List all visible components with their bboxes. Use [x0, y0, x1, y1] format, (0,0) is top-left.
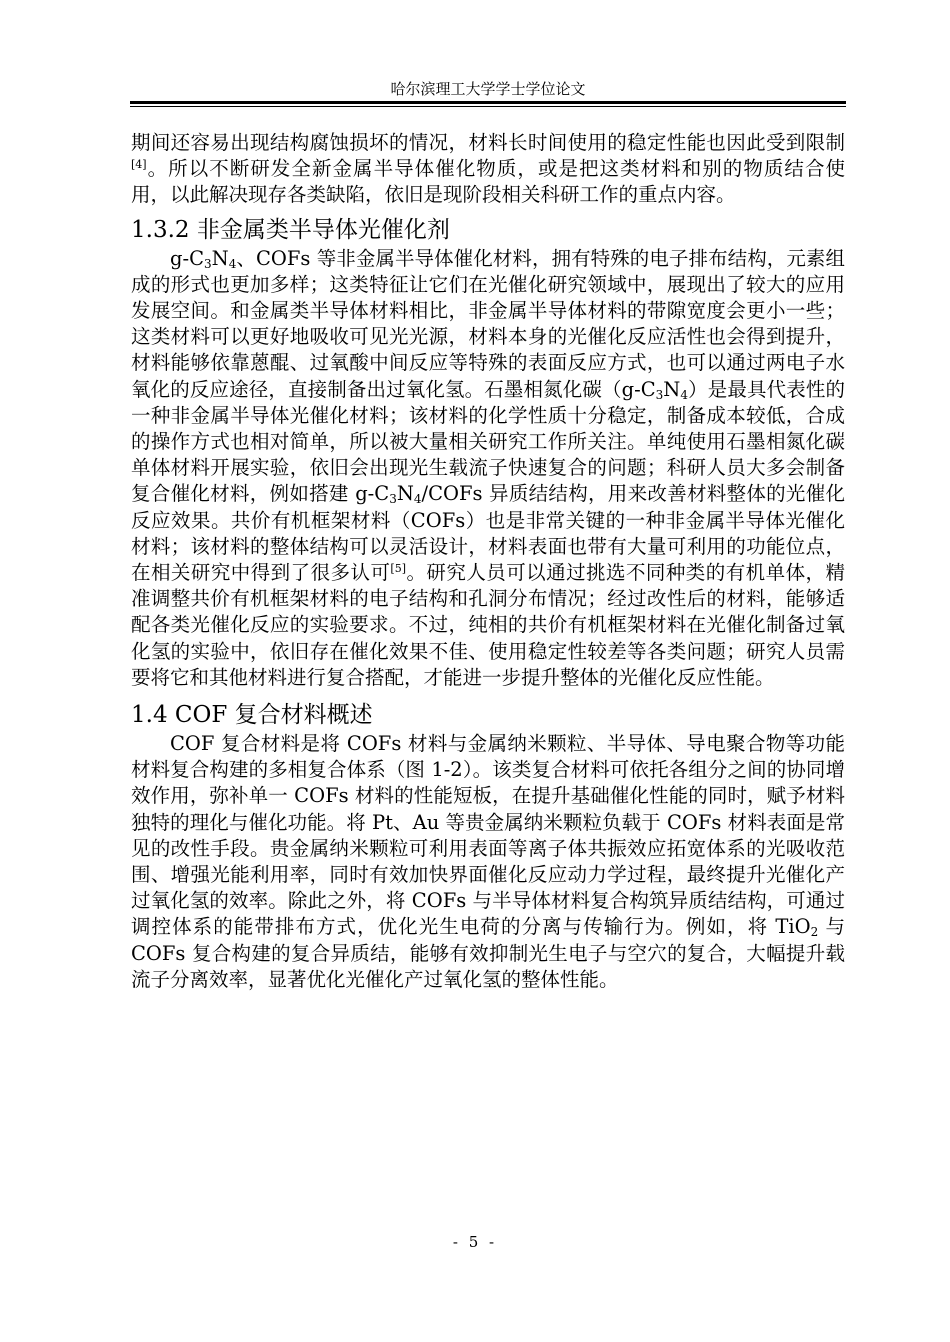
paragraph-text: 。研究人员可以通过挑选不同种类的有机单体，精准调整共价有机框架材料的电子结构和孔洞分布情况；经过改性后的材料，能够适配各类光催化反应的实验要求。不过，纯相的共价有机框架材料在光催化制备过氧化氢的实验中，依旧存在催化效果不佳、使用稳定性较差等各类问题；研究人员需要将它和其他材料进行复合搭配，才能进一步提升整体的光催化反应性能。	[131, 561, 845, 689]
citation-ref: [5]	[390, 562, 406, 576]
paragraph-text: N	[663, 377, 681, 401]
paragraph-text: N	[396, 482, 414, 506]
paragraph-text: 期间还容易出现结构腐蚀损坏的情况，材料长时间使用的稳定性能也因此受到限制	[131, 131, 845, 154]
running-header: 哈尔滨理工大学学士学位论文	[390, 80, 586, 98]
paragraph-nonmetal	[131, 246, 845, 691]
citation-ref: [4]	[131, 158, 147, 172]
subscript: 2	[810, 925, 819, 940]
paragraph-text: g-C	[170, 246, 204, 270]
paragraph-cof-composite	[131, 731, 845, 993]
paragraph-text: COF 复合材料是将 COFs 材料与金属纳米颗粒、半导体、导电聚合物等功能材料复合构建的多相复合体系（图 1-2）。该类复合材料可依托各组分之间的协同增效作用，弥补单一 COFs 材料的性能短板，在提升基础催化性能的同时，赋予材料独特的理化与催化功能。将 Pt、Au 等贵金属纳米颗粒负载于 COFs 材料表面是常见的改性手段。贵金属纳米颗粒可利用表面等离子体共振效应拓宽体系的光吸收范围、增强光能利用率，同时有效加快界面催化反应动力学过程，最终提升光催化产过氧化氢的效率。除此之外，将 COFs 与半导体材料复合构筑异质结结构，可通过调控体系的能带排布方式，优化光生电荷的分离与传输行为。例如，将 TiO	[131, 732, 845, 939]
section-heading-1-4: 1.4 COF 复合材料概述	[131, 702, 373, 729]
header-rule-thin	[130, 106, 846, 107]
subscript: 4	[413, 492, 422, 507]
subscript: 4	[228, 256, 237, 271]
page-body	[131, 130, 845, 993]
paragraph-text: 与 COFs 复合构建的复合异质结，能够有效抑制光生电子与空穴的复合，大幅提升载流子分离效率，显著优化光催化产过氧化氢的整体性能。	[131, 915, 846, 991]
section-heading-1-3-2: 1.3.2 非金属类半导体光催化剂	[131, 216, 450, 243]
paragraph-text: 。所以不断研发全新金属半导体催化物质，或是把这类材料和别的物质结合使用，以此解决现存各类缺陷，依旧是现阶段相关科研工作的重点内容。	[131, 157, 845, 207]
paragraph-text: N	[211, 246, 229, 270]
subscript: 4	[680, 387, 688, 402]
subscript: 3	[389, 492, 397, 507]
paragraph-text: 、COFs 等非金属半导体催化材料，拥有特殊的电子排布结构，元素组成的形式也更加多样；这类特征让它们在光催化研究领域中，展现出了较大的应用发展空间。和金属类半导体材料相比，非金属半导体材料的带隙宽度会更小一些；这类材料可以更好地吸收可见光光源，材料本身的光催化反应活性也会得到提升，材料能够依靠蒽醌、过氧酸中间反应等特殊的表面反应方式，也可以通过两电子水氧化的反应途径，直接制备出过氧化氢。石墨相氮化碳（g-C	[131, 246, 845, 401]
page-number: - 5 -	[452, 1233, 498, 1251]
subscript: 3	[204, 256, 212, 271]
paragraph-text: ）是最具代表性的一种非金属半导体光催化材料；该材料的化学性质十分稳定，制备成本较低，合成的操作方式也相对简单，所以被大量相关研究工作所关注。单纯使用石墨相氮化碳单体材料开展实验，依旧会出现光生载流子快速复合的问题；科研人员大多会制备复合催化材料，例如搭建 g-C	[131, 377, 845, 506]
subscript: 3	[655, 387, 664, 402]
header-rule-thick	[130, 101, 846, 104]
paragraph-continuation	[131, 130, 845, 209]
paragraph-text: /COFs 异质结结构，用来改善材料整体的光催化反应效果。共价有机框架材料（COFs）也是非常关键的一种非金属半导体光催化材料；该材料的整体结构可以灵活设计，材料表面也带有大量可利用的功能位点，在相关研究中得到了很多认可	[131, 482, 845, 585]
